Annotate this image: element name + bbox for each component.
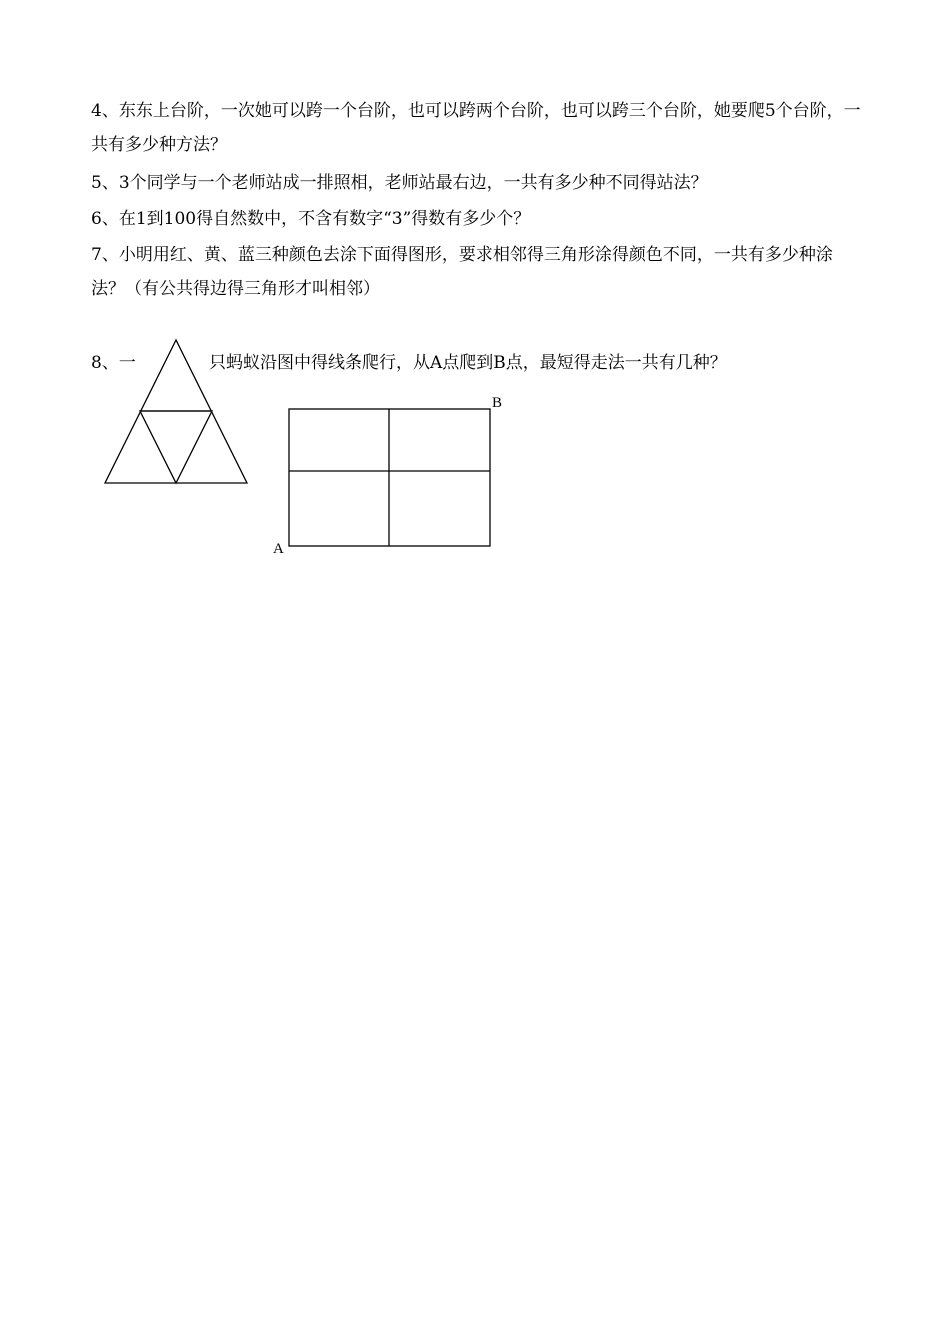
question-4: 4、东东上台阶，一次她可以跨一个台阶，也可以跨两个台阶，也可以跨三个台阶，她要爬5个台阶，一共有多少种方法？ <box>91 101 861 155</box>
point-a-label: A <box>273 541 284 557</box>
figures <box>0 0 950 600</box>
question-5: 5、3个同学与一个老师站成一排照相，老师站最右边，一共有多少种不同得站法？ <box>91 173 708 193</box>
point-b-label: B <box>492 395 503 411</box>
inner-triangle <box>140 411 212 483</box>
grid-figure <box>289 409 490 546</box>
question-6: 6、在1到100得自然数中，不含有数字“3”得数有多少个？ <box>91 209 531 229</box>
question-7: 7、小明用红、黄、蓝三种颜色去涂下面得图形，要求相邻得三角形涂得颜色不同，一共有多少种涂法？（有公共得边得三角形才叫相邻） <box>91 245 833 299</box>
question-8-rest: 只蚂蚁沿图中得线条爬行，从A点爬到B点，最短得走法一共有几种？ <box>209 353 727 373</box>
question-8-start: 8、一 <box>91 353 136 373</box>
triangle-figure <box>105 340 247 483</box>
